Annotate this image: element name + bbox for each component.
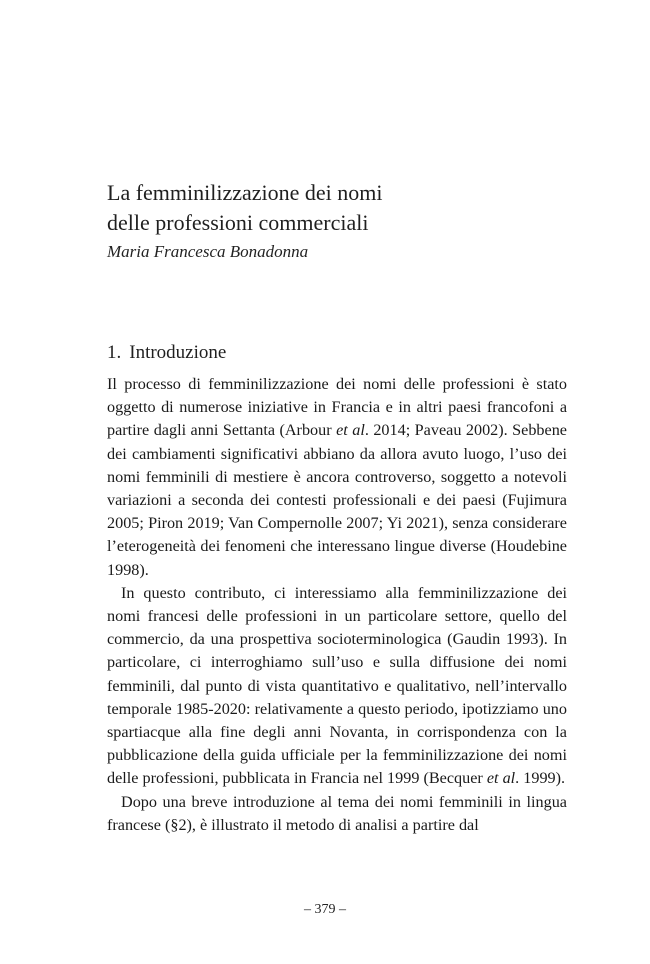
body-text xyxy=(107,373,567,837)
chapter-title-line-1: La femminilizzazione dei nomi xyxy=(107,180,383,205)
paragraph-1-text-a: Il processo di femminilizzazione dei nomi delle professioni è stato oggetto di numerose iniziative in Francia e in altri paesi francofoni a partire dagli anni Settanta (Arbour xyxy=(107,375,567,440)
paragraph-3: Dopo una breve introduzione al tema dei nomi femminili in lingua francese (§2), è illustrato il metodo di analisi a partire dal xyxy=(107,792,567,834)
page-number: – 379 – xyxy=(304,902,346,917)
chapter-title-line-2: delle professioni commerciali xyxy=(107,210,369,235)
section-number: 1. xyxy=(107,342,122,363)
paragraph-1 xyxy=(107,373,567,582)
paragraph-2-text-b: . 1999). xyxy=(515,769,566,788)
paragraph-1-text-b: . 2014; Paveau 2002). Sebbene dei cambiamenti significativi abbiano da allora avuto luogo, l’uso dei nomi femminili di mestiere è ancora controverso, soggetto a notevoli variazioni a seconda dei contesti professionali e dei paesi (Fujimura 2005; Piron 2019; Van Compernolle 2007; Yi 2021), senza considerare l’eterogeneità dei fenomeni che interessano lingue diverse (Houdebine 1998). xyxy=(107,421,567,579)
section-title: Introduzione xyxy=(129,342,227,363)
paragraph-2 xyxy=(107,582,567,791)
paragraph-2-text-a: In questo contributo, ci interessiamo alla femminilizzazione dei nomi francesi delle professioni in un particolare settore, quello del commercio, da una prospettiva socioterminologica (Gaudin 1993). In particolare, ci interroghiamo sull’uso e sulla diffusione dei nomi femminili, dal punto di vista quantitativo e qualitativo, nell’intervallo temporale 1985-2020: relativamente a questo periodo, ipotizziamo uno spartiacque alla fine degli anni Novanta, in corrispondenza con la pubblicazione della guida ufficiale per la femminilizzazione dei nomi delle professioni, pubblicata in Francia nel 1999 (Becquer xyxy=(107,583,567,788)
chapter-author: Maria Francesca Bonadonna xyxy=(107,242,309,261)
citation-et-al: et al xyxy=(336,421,365,440)
section-heading xyxy=(107,342,226,364)
chapter-title xyxy=(107,178,527,238)
citation-et-al: et al xyxy=(486,769,516,788)
